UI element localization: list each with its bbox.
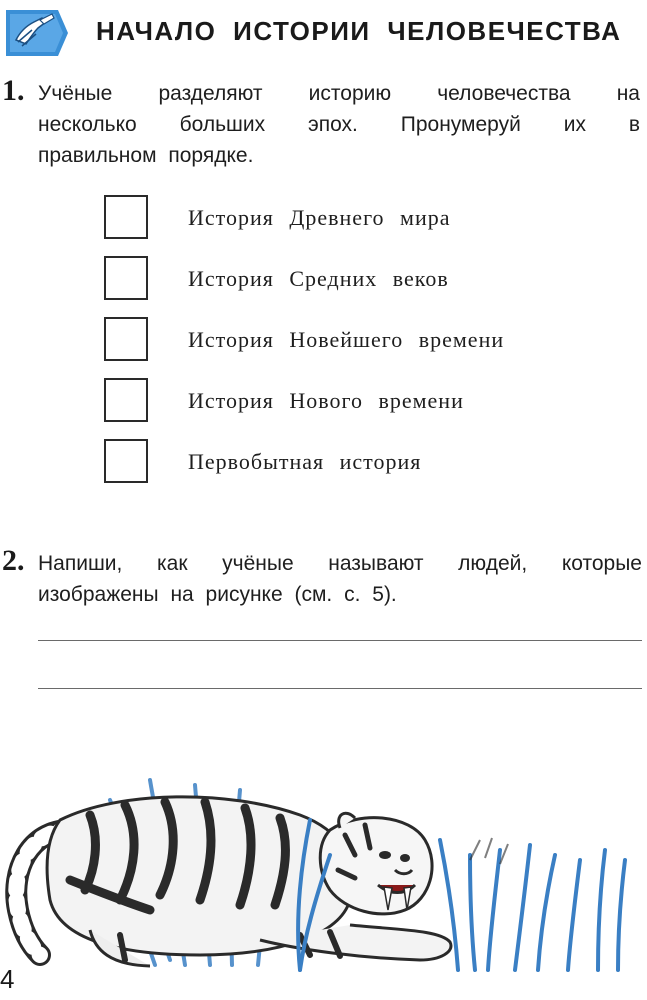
era-option-label: История Древнего мира [188, 205, 451, 230]
answer-line[interactable] [38, 688, 642, 689]
sabre-tooth-tiger-illustration [0, 760, 647, 975]
era-number-box[interactable] [104, 378, 148, 422]
task1-text-line: несколько больших эпох. Пронумеруй их в [38, 113, 640, 136]
page-title: НАЧАЛО ИСТОРИИ ЧЕЛОВЕЧЕСТВА [96, 16, 622, 46]
era-number-box[interactable] [104, 439, 148, 483]
pencil-hand-icon [6, 10, 68, 56]
era-option-label: История Нового времени [188, 388, 464, 413]
answer-line[interactable] [38, 640, 642, 641]
era-number-box[interactable] [104, 317, 148, 361]
era-number-box[interactable] [104, 256, 148, 300]
task1-text-line: правильном порядке. [38, 144, 254, 167]
task1-text-line: Учёные разделяют историю человечества на [38, 82, 640, 105]
era-option-label: История Средних веков [188, 266, 449, 291]
task2-text [38, 548, 642, 610]
era-number-box[interactable] [104, 195, 148, 239]
task2-text-line: Напиши, как учёные называют людей, которые [38, 552, 642, 575]
task1-number: 1. [2, 74, 25, 107]
task2-number: 2. [2, 544, 25, 577]
task2-text-line: изображены на рисунке (см. с. 5). [38, 583, 397, 606]
task1-text [38, 78, 640, 171]
era-option-label: История Новейшего времени [188, 327, 505, 352]
page-number: 4 [0, 964, 15, 994]
era-option-label: Первобытная история [188, 449, 422, 474]
